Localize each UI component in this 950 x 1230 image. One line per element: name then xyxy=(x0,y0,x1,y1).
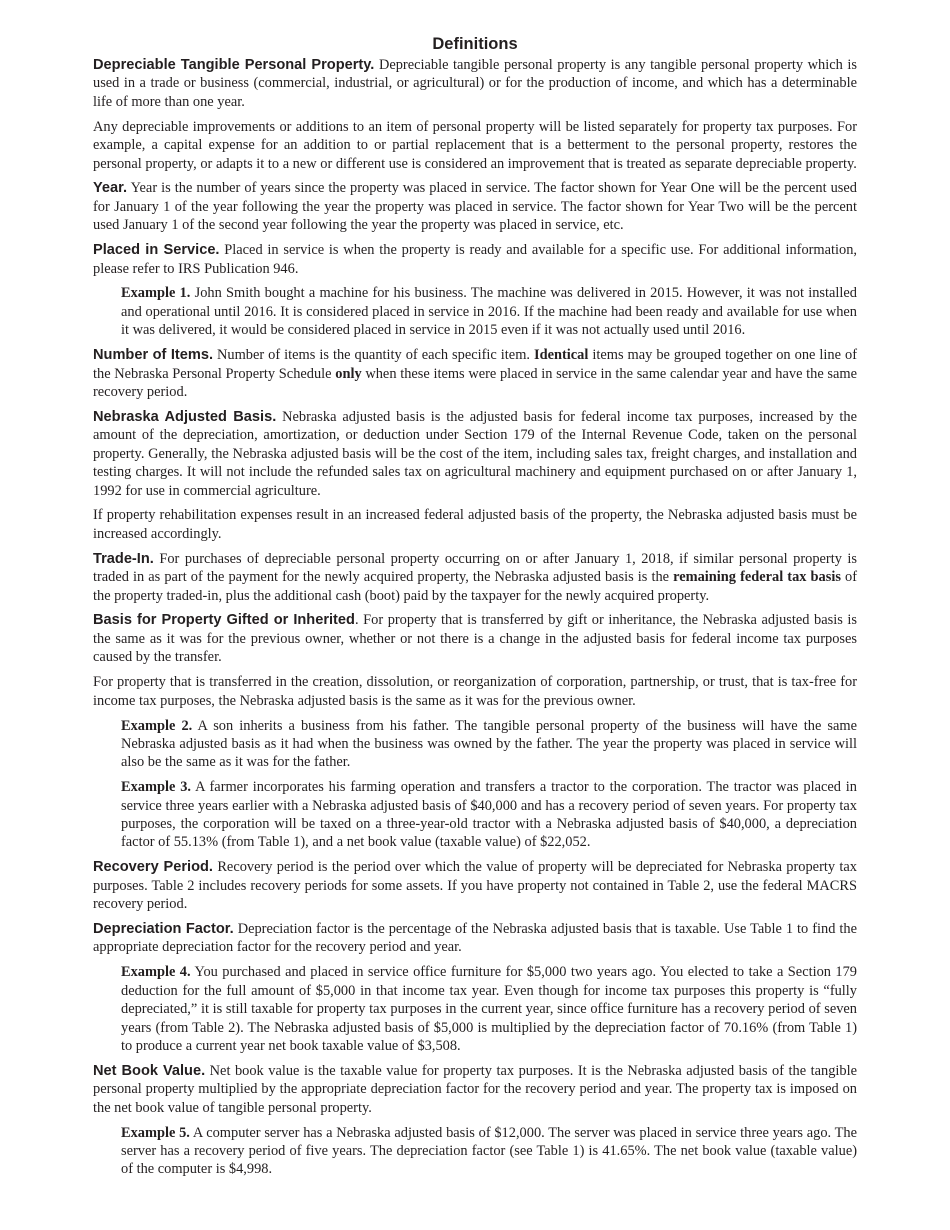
definition-recovery-period xyxy=(93,858,857,913)
definition-gifted-inherited-cont: For property that is transferred in the creation, dissolution, or reorganization of corporation, partnership, or trust, that is tax-free for income tax purposes, the Nebraska adjusted basis is the same as it was for the previous owner. xyxy=(93,674,857,709)
example-1 xyxy=(121,284,857,339)
definition-text: Nebraska adjusted basis is the adjusted basis for federal income tax purposes, increased by the amount of the depreciation, amortization, or deduction under Section 179 of the Internal Revenue Code, taken on the personal property. Generally, the Nebraska adjusted basis will be the cost of the item, including sales tax, freight charges, and installation and testing charges. It will not include the refunded sales tax on agricultural machinery and equipment purchased on or after January 1, 1992 for use in commercial agriculture. xyxy=(93,408,857,499)
definition-placed-in-service xyxy=(93,241,857,278)
term-heading: Trade-In. xyxy=(93,550,154,567)
definition-text: Number of items is the quantity of each specific item. xyxy=(213,347,534,364)
example-label: Example 2. xyxy=(121,717,193,734)
example-4 xyxy=(121,963,857,1055)
emphasis-identical: Identical xyxy=(534,347,589,364)
definition-text: Recovery period is the period over which the value of property will be depreciated for Nebraska property tax purposes. Table 2 includes recovery periods for some assets. If you have property not contained in Table 2, use the federal MACRS recovery period. xyxy=(93,859,857,913)
document-page xyxy=(93,33,857,1185)
definition-trade-in xyxy=(93,550,857,605)
definition-text: For purchases of depreciable personal property occurring on or after January 1, 2018, if similar personal property is traded in as part of the payment for the newly acquired property, the Nebraska adjusted basis is the xyxy=(93,550,857,586)
definition-gifted-inherited xyxy=(93,611,857,666)
example-5 xyxy=(121,1124,857,1179)
term-heading: Nebraska Adjusted Basis. xyxy=(93,408,277,425)
term-heading: Number of Items. xyxy=(93,347,214,364)
term-heading: Depreciable Tangible Personal Property. xyxy=(93,57,375,73)
example-text: A farmer incorporates his farming operation and transfers a tractor to the corporation. The tractor was placed in service three years earlier with a Nebraska adjusted basis of $40,000 and has a recovery period of seven years. For property tax purposes, the corporation will be taxed on a three-year-old tractor with a Nebraska adjusted basis of $40,000, a depreciation factor of 55.13% (from Table 1), and a net book value (taxable value) of $22,052. xyxy=(121,779,857,851)
definition-text: Year is the number of years since the property was placed in service. The factor shown for Year One will be the percent used for January 1 of the year following the year the property was placed in service. The factor shown for Year Two will be the percent used January 1 of the second year following the year the property was placed in service, etc. xyxy=(93,180,857,234)
example-3 xyxy=(121,778,857,852)
definition-text: of the property traded-in, plus the additional cash (boot) paid by the taxpayer for the newly acquired property. xyxy=(93,569,857,604)
example-label: Example 3. xyxy=(121,779,192,796)
term-heading: Depreciation Factor. xyxy=(93,921,234,938)
definition-net-book-value xyxy=(93,1062,857,1117)
definition-text: items may be grouped together on one line of the Nebraska Personal Property Schedule xyxy=(93,347,857,382)
term-heading: Year. xyxy=(93,180,128,197)
term-heading: Recovery Period. xyxy=(93,859,213,876)
example-text: A computer server has a Nebraska adjusted basis of $12,000. The server was placed in service three years ago. The server has a recovery period of five years. The depreciation factor (see Table 1) is 41.65%. The net book value (taxable value) of the computer is $4,998. xyxy=(121,1124,857,1178)
example-text: A son inherits a business from his father. The tangible personal property of the business will have the same Nebraska adjusted basis as it had when the business was owned by the father. The year the property was placed in service will also be the same as it was for the father. xyxy=(121,717,858,771)
page-title: Definitions xyxy=(432,35,518,53)
term-heading: Net Book Value. xyxy=(93,1062,206,1079)
definition-depreciable xyxy=(93,56,857,111)
emphasis-remaining-basis: remaining federal tax basis xyxy=(673,569,841,586)
example-label: Example 4. xyxy=(121,964,191,981)
example-2 xyxy=(121,717,857,772)
example-text: John Smith bought a machine for his business. The machine was delivered in 2015. However, it was not installed and operational until 2016. It is considered placed in service in 2016. If the machine had been ready and available for use when it was delivered, it would be considered placed in service in 2015 even if it was not actually used until 2016. xyxy=(121,285,857,339)
definition-text: . For property that is transferred by gift or inheritance, the Nebraska adjusted basis is the same as it was for the previous owner, whether or not there is a change in the adjusted basis for federal income tax purposes caused by the transfer. xyxy=(93,612,857,666)
definition-text: when these items were placed in service in the same calendar year and have the same recovery period. xyxy=(93,365,858,400)
term-heading: Placed in Service. xyxy=(93,242,220,259)
emphasis-only: only xyxy=(335,365,362,382)
definition-depreciable-cont: Any depreciable improvements or additions to an item of personal property will be listed separately for property tax purposes. For example, a capital expense for an addition to or partial replacement that is a betterment to the personal property, restores the personal property, or adapts it to a new or different use is considered an improvement that is treated as separate depreciable property. xyxy=(93,118,857,172)
definition-text: Net book value is the taxable value for property tax purposes. It is the Nebraska adjusted basis of the tangible personal property multiplied by the appropriate depreciation factor for the recovery period and year. The property tax is imposed on the net book value of tangible personal property. xyxy=(93,1062,857,1116)
definition-number-of-items xyxy=(93,346,857,401)
definition-text: Depreciation factor is the percentage of the Nebraska adjusted basis that is taxable. Use Table 1 to find the appropriate depreciation factor for the recovery period and year. xyxy=(93,921,857,956)
definition-text: Depreciable tangible personal property is any tangible personal property which is used in a trade or business (commercial, industrial, or agricultural) or for the production of income, and which has a determinable life of more than one year. xyxy=(93,57,857,110)
term-heading: Basis for Property Gifted or Inherited xyxy=(93,612,355,629)
example-label: Example 5. xyxy=(121,1124,190,1141)
definition-adjusted-basis-cont: If property rehabilitation expenses result in an increased federal adjusted basis of the property, the Nebraska adjusted basis must be increased accordingly. xyxy=(93,507,857,542)
definition-depreciation-factor xyxy=(93,920,857,957)
example-text: You purchased and placed in service office furniture for $5,000 two years ago. You elected to take a Section 179 deduction for the full amount of $5,000 in that income tax year. Even though for income tax purposes this property is “fully depreciated,” it is still taxable for property tax purposes in the current year, since office furniture has a recovery period of seven years (from Table 2). The Nebraska adjusted basis of $5,000 is multiplied by the depreciation factor of 70.16% (from Table 1) to produce a current year net book taxable value of $3,508. xyxy=(121,964,857,1054)
example-label: Example 1. xyxy=(121,285,191,302)
definition-adjusted-basis xyxy=(93,408,857,500)
definition-text: Placed in service is when the property is ready and available for a specific use. For additional information, please refer to IRS Publication 946. xyxy=(93,242,858,277)
definition-year xyxy=(93,179,857,234)
